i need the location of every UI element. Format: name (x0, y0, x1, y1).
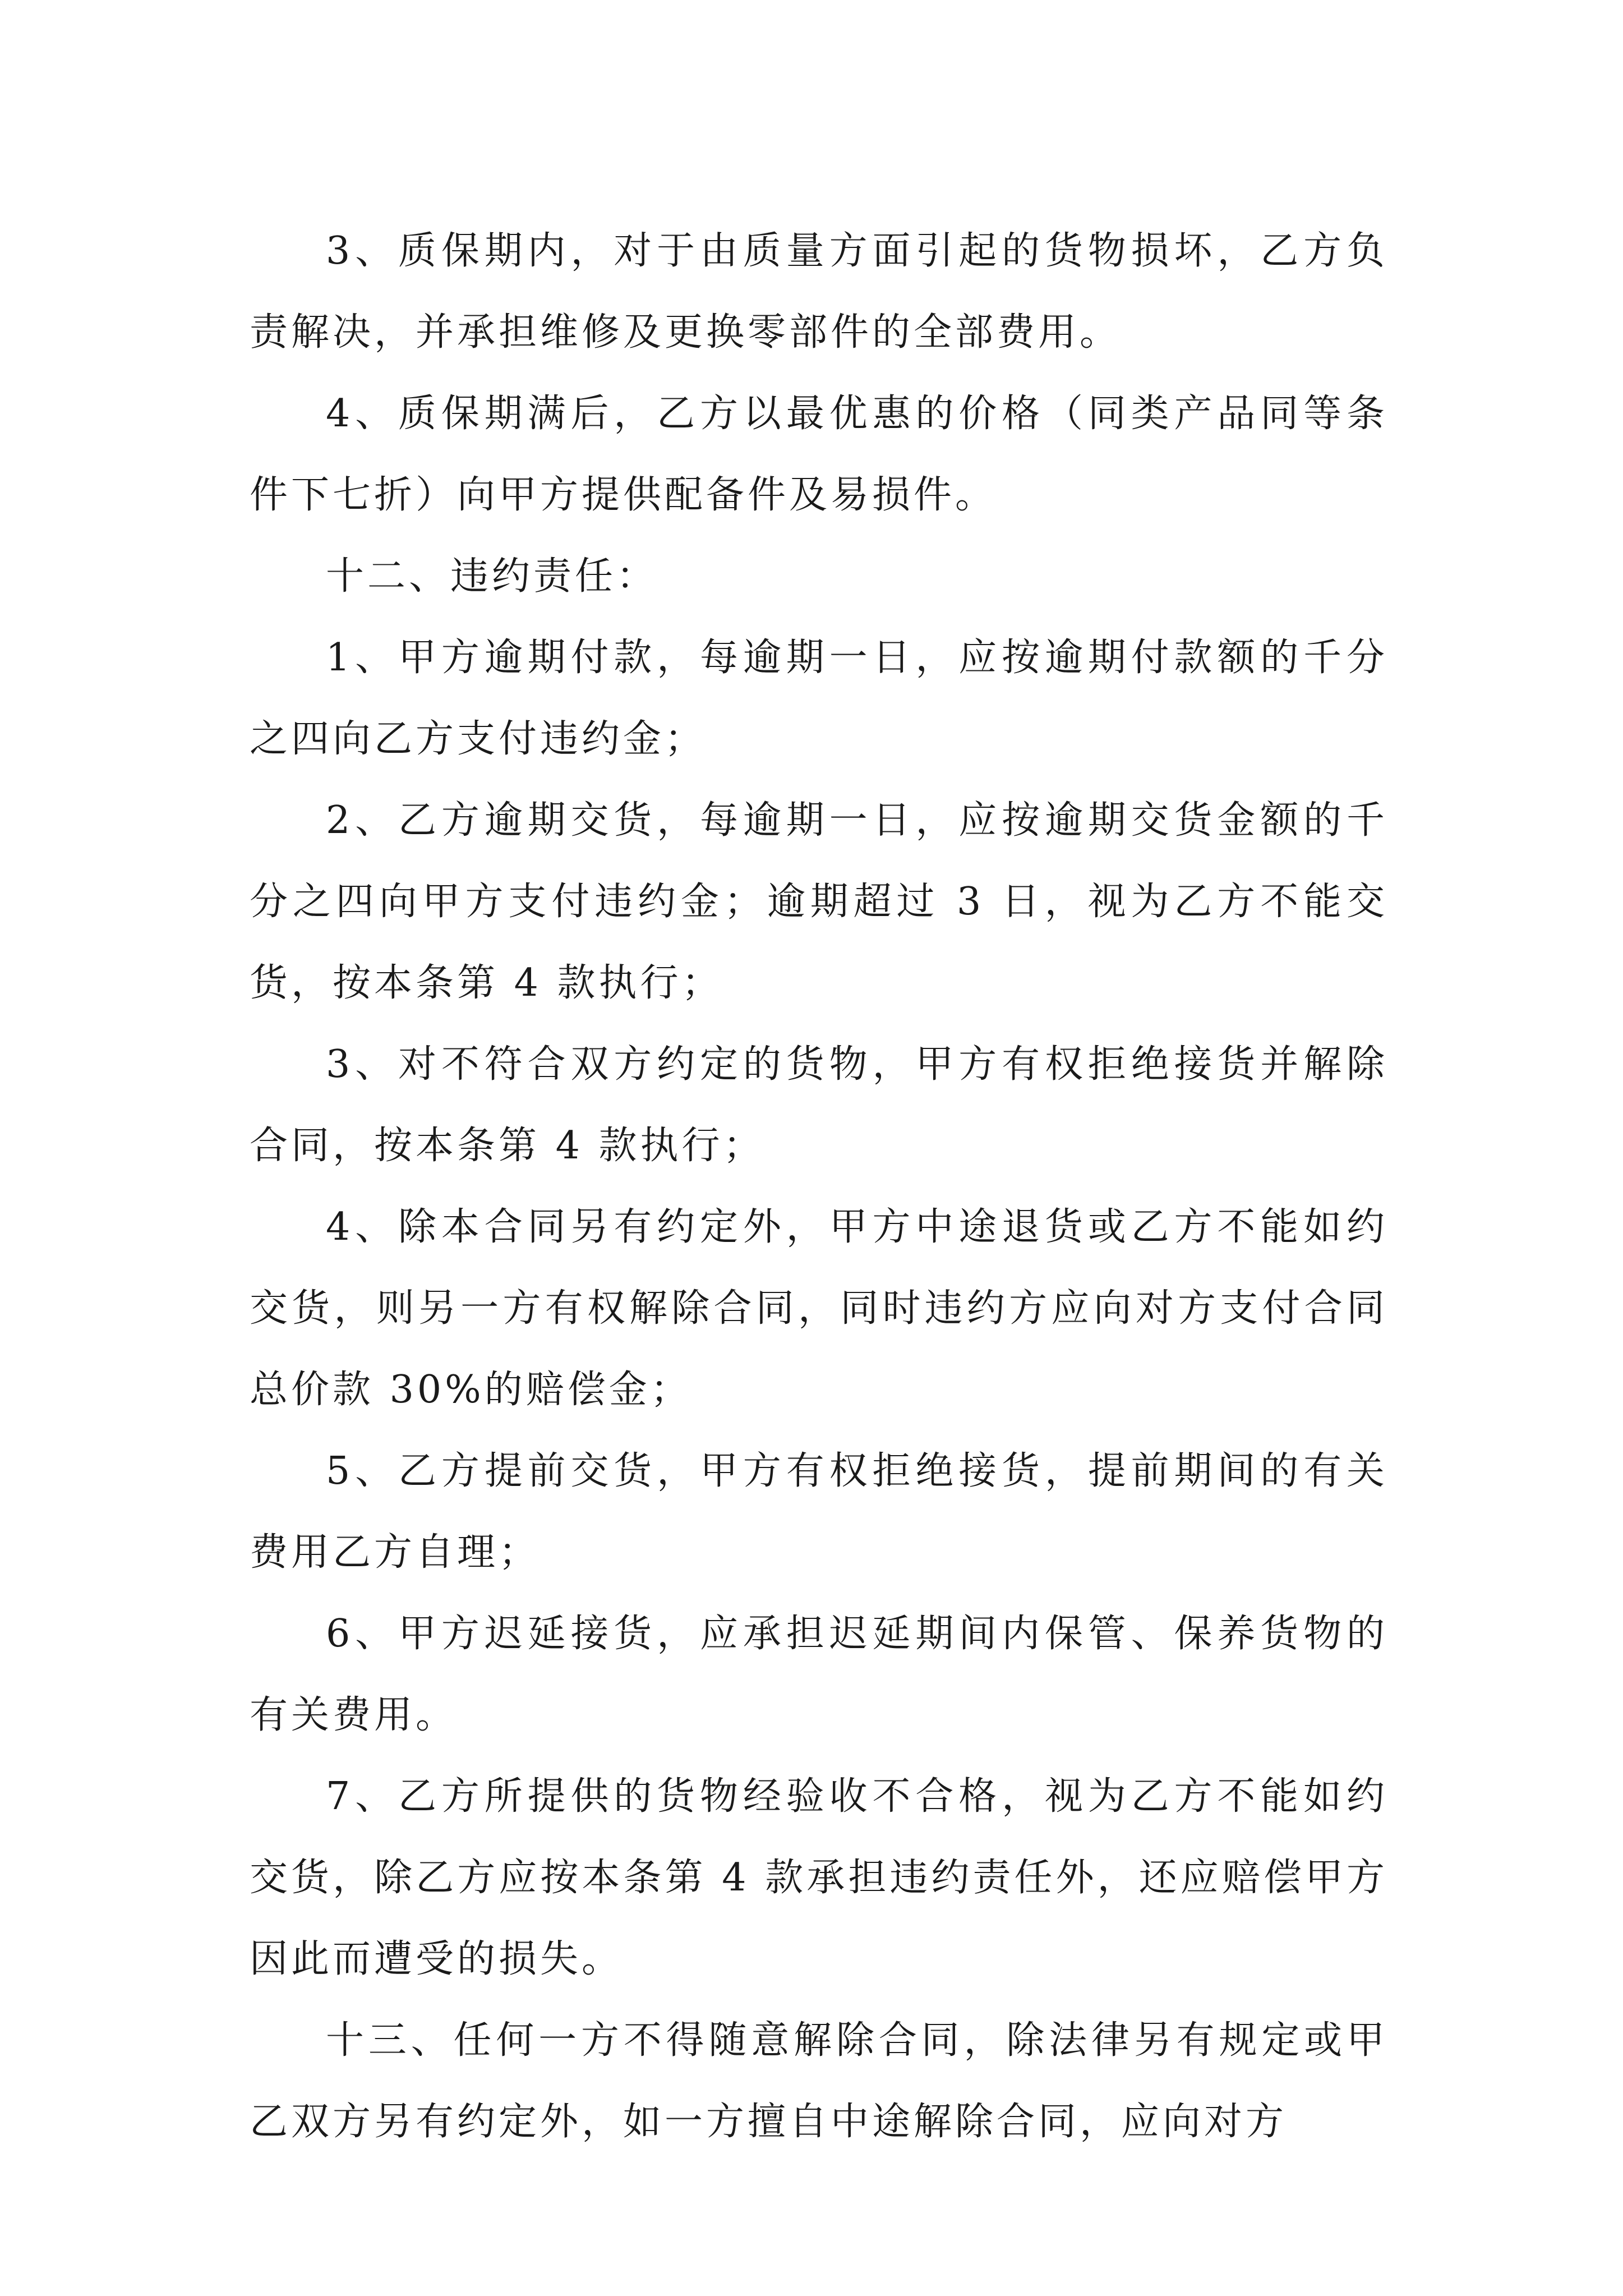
paragraph-liability-3: 3、对不符合双方约定的货物，甲方有权拒绝接货并解除合同，按本条第 4 款执行； (250, 1042, 1388, 1168)
section-heading-liability: 十二、违约责任： (326, 554, 658, 599)
paragraph-liability-2: 2、乙方逾期交货，每逾期一日，应按逾期交货金额的千分之四向甲方支付违约金；逾期超过 3 日，视为乙方不能交货，按本条第 4 款执行； (250, 798, 1388, 1005)
paragraph-liability-7: 7、乙方所提供的货物经验收不合格，视为乙方不能如约交货，除乙方应按本条第 4 款承担违约责任外，还应赔偿甲方因此而遭受的损失。 (250, 1774, 1388, 1981)
document-body (250, 210, 1388, 2162)
paragraph-warranty-3: 3、质保期内，对于由质量方面引起的货物损坏，乙方负责解决，并承担维修及更换零部件的全部费用。 (250, 229, 1388, 355)
paragraph-liability-4: 4、除本合同另有约定外，甲方中途退货或乙方不能如约交货，则另一方有权解除合同，同时违约方应向对方支付合同总价款 30%的赔偿金； (250, 1205, 1388, 1412)
paragraph-warranty-4: 4、质保期满后，乙方以最优惠的价格（同类产品同等条件下七折）向甲方提供配备件及易损件。 (250, 392, 1388, 517)
paragraph-liability-1: 1、甲方逾期付款，每逾期一日，应按逾期付款额的千分之四向乙方支付违约金； (250, 636, 1388, 761)
paragraph-liability-5: 5、乙方提前交货，甲方有权拒绝接货，提前期间的有关费用乙方自理； (250, 1449, 1388, 1575)
paragraph-liability-6: 6、甲方迟延接货，应承担迟延期间内保管、保养货物的有关费用。 (250, 1612, 1388, 1737)
paragraph-section-13: 十三、任何一方不得随意解除合同，除法律另有规定或甲乙双方另有约定外，如一方擅自中途解除合同，应向对方 (250, 2018, 1388, 2144)
